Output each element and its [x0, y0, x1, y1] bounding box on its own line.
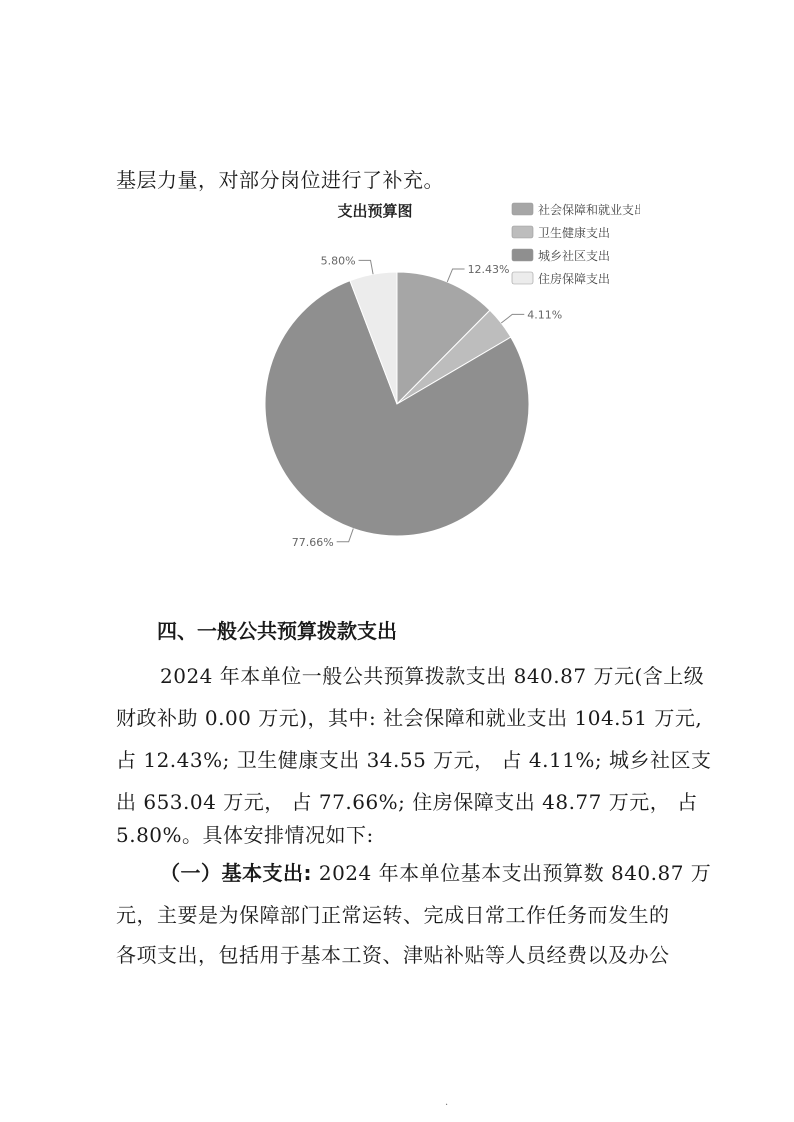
chart-legend — [512, 202, 640, 286]
paragraph1-line-4: 出 653.04 万元， 占 77.66%; 住房保障支出 48.77 万元， 占 — [116, 790, 698, 814]
pie-data-label-3: 77.66% — [291, 535, 334, 549]
legend-swatch-4 — [512, 272, 533, 284]
paragraph2-lead: （一）基本支出: — [160, 861, 312, 885]
section-heading: 四、一般公共预算拨款支出 — [157, 619, 397, 643]
pie-leader-line-1 — [447, 269, 464, 282]
paragraph2-line-1 — [160, 858, 712, 888]
legend-label-1: 社会保障和就业支出 — [538, 203, 640, 217]
intro-line: 基层力量，对部分岗位进行了补充。 — [116, 168, 444, 192]
legend-swatch-1 — [512, 203, 533, 215]
chart-canvas — [240, 195, 640, 555]
pie-leader-line-4 — [359, 260, 374, 274]
pie-slices — [265, 272, 529, 536]
paragraph1-line-1: 2024 年本单位一般公共预算拨款支出 840.87 万元(含上级 — [160, 664, 705, 688]
legend-label-3: 城乡社区支出 — [538, 249, 611, 263]
pie-leader-line-3 — [337, 529, 354, 542]
paragraph2-line-3: 各项支出，包括用于基本工资、津贴补贴等人员经费以及办公 — [116, 943, 670, 967]
legend-swatch-3 — [512, 249, 533, 261]
paragraph2-line-1-text: 2024 年本单位基本支出预算数 840.87 万 — [312, 861, 712, 885]
paragraph1-line-3: 占 12.43%; 卫生健康支出 34.55 万元， 占 4.11%; 城乡社区支 — [116, 748, 712, 772]
pie-data-label-2: 4.11% — [527, 308, 563, 322]
chart-title: 支出预算图 — [337, 202, 413, 220]
pie-leader-line-2 — [501, 314, 524, 323]
paragraph1-line-5: 5.80%。具体安排情况如下: — [116, 823, 374, 847]
pie-data-label-4: 5.80% — [320, 254, 356, 268]
paragraph2-line-2: 元，主要是为保障部门正常运转、完成日常工作任务而发生的 — [116, 903, 670, 927]
legend-swatch-2 — [512, 226, 533, 238]
legend-label-2: 卫生健康支出 — [538, 226, 611, 240]
footer-mark: · — [445, 1100, 449, 1111]
paragraph1-line-2: 财政补助 0.00 万元)，其中: 社会保障和就业支出 104.51 万元, — [116, 706, 703, 730]
legend-label-4: 住房保障支出 — [538, 272, 611, 286]
expenditure-pie-chart — [240, 195, 640, 555]
pie-data-label-1: 12.43% — [467, 262, 510, 276]
